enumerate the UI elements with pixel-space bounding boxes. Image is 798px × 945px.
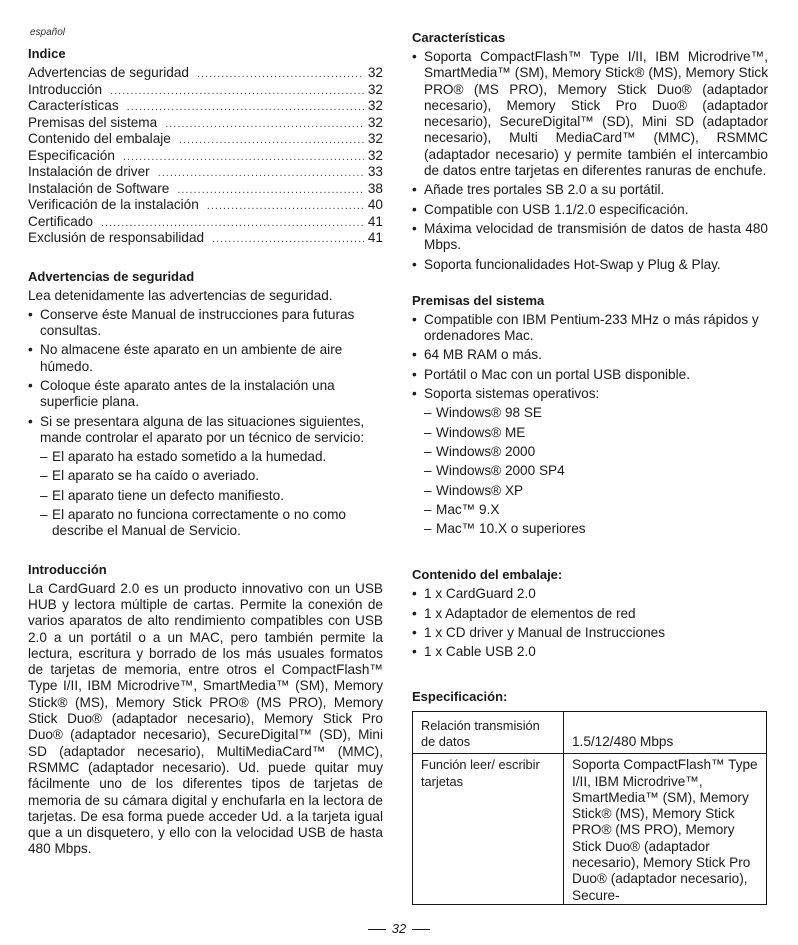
list-item: – El aparato no funciona correctamente o no como describe el Manual de Servicio. (28, 507, 383, 540)
os-list (412, 405, 768, 537)
package-section (412, 567, 768, 660)
toc-entry[interactable] (28, 214, 383, 231)
intro-section (28, 562, 383, 858)
spec-table (412, 711, 767, 905)
toc-entry[interactable] (28, 148, 383, 165)
toc-page: 32 (367, 81, 383, 97)
intro-heading: Introducción (28, 561, 107, 577)
toc-page: 33 (367, 164, 383, 179)
safety-list (28, 307, 383, 446)
toc-label: Verificación de la instalación (28, 197, 199, 212)
list-item: • Compatible con IBM Pentium-233 MHz o más rápidos y ordenadores Mac. (412, 312, 768, 345)
toc-label: Instalación de Software (28, 180, 170, 196)
spec-key: Relación transmisión de datos (413, 711, 564, 754)
features-section (412, 30, 768, 273)
right-column (412, 30, 768, 921)
list-item: • Coloque éste aparato antes de la instalación una superficie plana. (28, 378, 383, 411)
requirements-section (412, 293, 768, 538)
safety-section (28, 269, 383, 540)
index-section (28, 46, 383, 247)
left-column (28, 46, 383, 874)
toc-entry[interactable] (28, 82, 383, 99)
intro-text: La CardGuard 2.0 es un producto innovativo con un USB HUB y lectora múltiple de cartas. Permite la conexión de varios aparatos de alto rendimiento compatibles con USB 2.0 a un portátil o a un MAC, pero también permite la lectura, escritura y borrado de los más usuales formatos de tarjetas de memoria, entre otros el CompactFlash™ Type I/II, IBM Microdrive™, SmartMedia™ (SM), Memory Stick® (MS), Memory Stick PRO® (MS PRO), Memory Stick Duo® (adaptador necesario), Memory Stick Pro Duo® (adaptador necesario), SecureDigital™ (SD), Mini SD (adaptador necesario), MultiMediaCard™ (MMC), RSMMC (adaptador necesario). Ud. puede quitar muy fácilmente uno de los diferentes tipos de tarjetas de memoria de su cámara digital y enchufarla en la lectora de tarjetas. De esa forma puede acceder Ud. a la tarjeta igual que a un disquetero, y ello con la velocidad USB de hasta 480 Mbps. (28, 580, 383, 857)
list-item: • Portátil o Mac con un portal USB disponible. (412, 367, 768, 383)
safety-sublist (28, 449, 383, 539)
spec-section (412, 689, 768, 905)
features-list (412, 49, 768, 273)
toc-entry[interactable] (28, 98, 383, 115)
list-item: • Si se presentara alguna de las situaciones siguientes, mande controlar el aparato por un técnico de servicio: (28, 414, 383, 447)
table-row (413, 711, 767, 754)
toc-page: 32 (367, 131, 383, 146)
list-item: • Añade tres portales SB 2.0 a su portátil. (412, 182, 768, 198)
toc-entry[interactable] (28, 164, 383, 181)
package-heading: Contenido del embalaje: (412, 567, 563, 583)
toc-label: Especificación (28, 147, 115, 163)
requirements-heading: Premisas del sistema (412, 292, 545, 308)
list-item: • Máxima velocidad de transmisión de datos de hasta 480 Mbps. (412, 221, 768, 254)
list-item: • No almacene éste aparato en un ambiente de aire húmedo. (28, 342, 383, 375)
spec-key: Función leer/ escribir tarjetas (413, 754, 564, 905)
list-item: • Compatible con USB 1.1/2.0 especificación. (412, 202, 768, 218)
toc-label: Exclusión de responsabilidad (28, 230, 205, 245)
package-list (412, 586, 768, 660)
page-footer (0, 921, 798, 936)
toc-label: Características (28, 98, 119, 113)
spec-value: Soporta CompactFlash™ Type I/II, IBM Microdrive™, SmartMedia™ (SM), Memory Stick® (MS), Memory Stick PRO® (MS PRO), Memory Stick Duo® (adaptador necesario), Memory Stick Pro Duo® (adaptador necesario), Secure- (564, 754, 767, 905)
toc-entry[interactable] (28, 181, 383, 198)
list-item: • Soporta CompactFlash™ Type I/II, IBM Microdrive™, SmartMedia™ (SM), Memory Stick® (MS), Memory Stick PRO® (MS PRO), Memory Stick Duo® (adaptador necesario), Memory Stick Pro Duo® (adaptador necesario), SecureDigital™ (SD), Mini SD (adaptador necesario), Multi MediaCard™ (MMC), RSMMC (adaptador necesario) y permite también el intercambio de datos entre tarjetas en diferentes ranuras de enchufe. (412, 49, 768, 179)
toc-page: 32 (367, 65, 383, 80)
toc-page: 32 (367, 98, 383, 113)
list-item: • Soporta sistemas operativos: (412, 386, 768, 402)
list-item: • 1 x CD driver y Manual de Instrucciones (412, 625, 768, 641)
list-item: – Windows® ME (412, 425, 768, 441)
list-item: • Soporta funcionalidades Hot-Swap y Plug & Play. (412, 257, 768, 273)
toc-label: Premisas del sistema (28, 114, 158, 130)
toc-label: Instalación de driver (28, 164, 150, 179)
index-heading: Indice (28, 46, 66, 61)
toc-page: 32 (367, 147, 383, 163)
toc-label: Contenido del embalaje (28, 131, 171, 146)
toc-page: 41 (367, 230, 383, 245)
toc-entry[interactable] (28, 65, 383, 82)
table-row (413, 754, 767, 905)
list-item: – El aparato ha estado sometido a la humedad. (28, 449, 383, 465)
safety-heading: Advertencias de seguridad (28, 268, 195, 284)
list-item: – Mac™ 9.X (412, 502, 768, 518)
spec-heading: Especificación: (412, 688, 508, 704)
list-item: – Windows® 2000 SP4 (412, 463, 768, 479)
list-item: – Mac™ 10.X o superiores (412, 521, 768, 537)
list-item: – Windows® 98 SE (412, 405, 768, 421)
index-list (28, 65, 383, 247)
toc-page: 38 (367, 180, 383, 196)
safety-intro: Lea detenidamente las advertencias de seguridad. (28, 287, 333, 303)
list-item: • Conserve éste Manual de instrucciones para futuras consultas. (28, 307, 383, 340)
toc-entry[interactable] (28, 115, 383, 132)
list-item: • 1 x Adaptador de elementos de red (412, 606, 768, 622)
features-heading: Características (412, 30, 506, 45)
toc-entry[interactable] (28, 197, 383, 214)
list-item: • 1 x CardGuard 2.0 (412, 586, 768, 602)
list-item: – El aparato se ha caído o averiado. (28, 468, 383, 484)
language-label: español (30, 27, 66, 38)
toc-page: 41 (367, 213, 383, 229)
spec-value: 1.5/12/480 Mbps (564, 711, 767, 754)
toc-label: Introducción (28, 81, 103, 97)
list-item: • 64 MB RAM o más. (412, 347, 768, 363)
toc-entry[interactable] (28, 131, 383, 148)
list-item: • 1 x Cable USB 2.0 (412, 644, 768, 660)
toc-label: Certificado (28, 213, 93, 229)
toc-entry[interactable] (28, 230, 383, 247)
list-item: – Windows® 2000 (412, 444, 768, 460)
toc-page: 40 (367, 197, 383, 212)
list-item: – El aparato tiene un defecto manifiesto. (28, 488, 383, 504)
requirements-list (412, 312, 768, 402)
list-item: – Windows® XP (412, 483, 768, 499)
page-number: 32 (391, 921, 407, 936)
toc-page: 32 (367, 114, 383, 130)
toc-label: Advertencias de seguridad (28, 65, 189, 80)
